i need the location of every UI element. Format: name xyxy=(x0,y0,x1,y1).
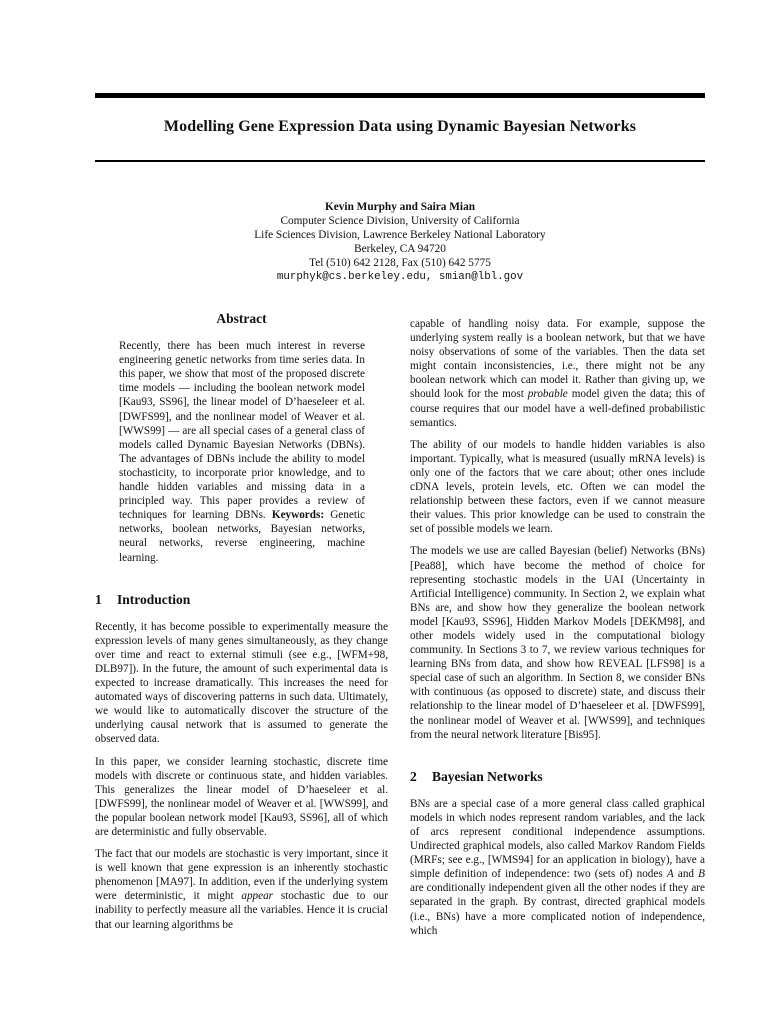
paper-title: Modelling Gene Expression Data using Dynamic Bayesian Networks xyxy=(163,118,637,135)
intro-p3-text-b: stochastic due to our inability to perfectly measure all the variables. Hence it is crucial that our learning algorithms be xyxy=(95,890,389,931)
author-block xyxy=(95,200,705,285)
right-paragraph-1 xyxy=(410,317,705,430)
author-emails: murphyk@cs.berkeley.edu, smian@lbl.gov xyxy=(276,271,524,284)
bn-paragraph-1 xyxy=(410,797,705,938)
section-number: 1 xyxy=(95,591,102,607)
title-rule-bottom xyxy=(95,160,705,162)
phone-fax: Tel (510) 642 2128, Fax (510) 642 5775 xyxy=(309,257,491,270)
intro-paragraph-2: In this paper, we consider learning stochastic, discrete time models with discrete or continuous state, and hidden variables. This generalizes the linear model of D’haeseleer et al. [DWFS99], the nonlinear model of Weaver et al. [WWS99], and the popular boolean network model [Kau93, SS96], all of which are deterministic and fully observable. xyxy=(95,755,388,838)
abstract-text: Recently, there has been much interest in reverse engineering genetic networks from time series data. In this paper, we show that most of the proposed discrete time models — including the boolean network model [Kau93, SS96], the linear model of D’haeseleer et al. [DWFS99], and the nonlinear model of Weaver et al. [WWS99] — are all special cases of a general class of models called Dynamic Bayesian Networks (DBNs). The advantages of DBNs include the ability to model stochasticity, to incorporate prior knowledge, and to handle hidden variables and missing data in a principled way. This paper provides a review of techniques for learning DBNs. xyxy=(119,340,365,522)
right-paragraph-2: The ability of our models to handle hidden variables is also important. Typically, what is measured (usually mRNA levels) is only one of the factors that we care about; other ones include cDNA levels, protein levels, etc. Often we can model the relationship between these factors, even if we cannot measure their values. This prior knowledge can be used to constrain the set of possible models we learn. xyxy=(410,438,705,536)
intro-paragraph-1: Recently, it has become possible to experimentally measure the expression levels of many genes simultaneously, as they change over time and react to external stimuli (see e.g., [WFM+98, DLB97]). In the future, the amount of such experimental data is expected to increase dramatically. This increases the need for automated ways of discovering patterns in such data. Ultimately, we would like to automatically discover the structure of the underlying causal network that is assumed to generate the observed data. xyxy=(95,620,388,746)
right-column xyxy=(410,317,705,946)
math-var-b: B xyxy=(698,868,705,881)
right-p1-text-a: capable of handling noisy data. For example, suppose the underlying system really is a boolean network, but that we have noisy observations of some of the variables. Then the data set might contain inconsistencies, i.e., there might not be any boolean network which can model it. Rather than giving up, we should look for the most xyxy=(410,318,705,401)
math-var-a: A xyxy=(666,868,674,881)
keywords-label: Keywords: xyxy=(271,509,325,522)
address: Berkeley, CA 94720 xyxy=(354,243,446,256)
intro-paragraph-3 xyxy=(95,847,388,932)
title-rule-top xyxy=(95,93,705,98)
right-p1-text-b: model given the data; this of course requires that our model have a well-defined probabilistic semantics. xyxy=(410,388,705,429)
bn-p1-text-b: are conditionally independent given all the other nodes if they are separated in the graph. By contrast, directed graphical models (i.e., BNs) have a more complicated notion of independence, which xyxy=(410,882,705,937)
affiliation-1: Computer Science Division, University of California xyxy=(280,215,520,228)
section-heading-introduction xyxy=(95,593,388,607)
affiliation-2: Life Sciences Division, Lawrence Berkeley National Laboratory xyxy=(254,229,546,242)
bn-p1-and: and xyxy=(673,868,699,881)
left-column xyxy=(95,312,388,940)
right-p1-emphasis: probable xyxy=(527,388,568,401)
section-title: Bayesian Networks xyxy=(432,768,543,784)
keywords-text: Genetic networks, boolean networks, Bayesian networks, neural networks, reverse engineering, machine learning. xyxy=(119,509,366,564)
section-title: Introduction xyxy=(117,591,191,607)
section-heading-bayesian-networks xyxy=(410,770,705,784)
intro-p3-text-a: The fact that our models are stochastic is very important, since it is well known that gene expression is an inherently stochastic phenomenon [MA97]. In addition, even if the underlying system were deterministic, it might xyxy=(95,848,388,903)
author-names: Kevin Murphy and Saira Mian xyxy=(324,201,476,213)
intro-p3-emphasis: appear xyxy=(241,890,274,903)
section-number: 2 xyxy=(410,768,417,784)
abstract-body xyxy=(119,339,365,565)
right-paragraph-3: The models we use are called Bayesian (belief) Networks (BNs) [Pea88], which have become the method of choice for representing stochastic models in the UAI (Uncertainty in Artificial Intelligence) community. In Section 2, we explain what BNs are, and show how they generalize the boolean network model [Kau93, SS96], Hidden Markov Models [DEKM98], and other models widely used in the computational biology community. In Sections 3 to 7, we review various techniques for learning BNs from data, and show how REVEAL [LFS98] is a special case of such an algorithm. In Section 8, we consider BNs with continuous (as opposed to discrete) state, and discuss their relationship to the linear model of D’haeseleer et al. [DWFS99], the nonlinear model of Weaver et al. [WWS99], and techniques from the neural network literature [Bis95]. xyxy=(410,545,705,741)
abstract-heading: Abstract xyxy=(216,311,267,326)
bn-p1-text-a: BNs are a special case of a more general class called graphical models in which nodes represent random variables, and the lack of arcs represent conditional independence assumptions. Undirected graphical models, also called Markov Random Fields (MRFs; see e.g., [WMS94] for an application in biology), have a simple definition of independence: two (sets of) nodes xyxy=(410,797,705,881)
